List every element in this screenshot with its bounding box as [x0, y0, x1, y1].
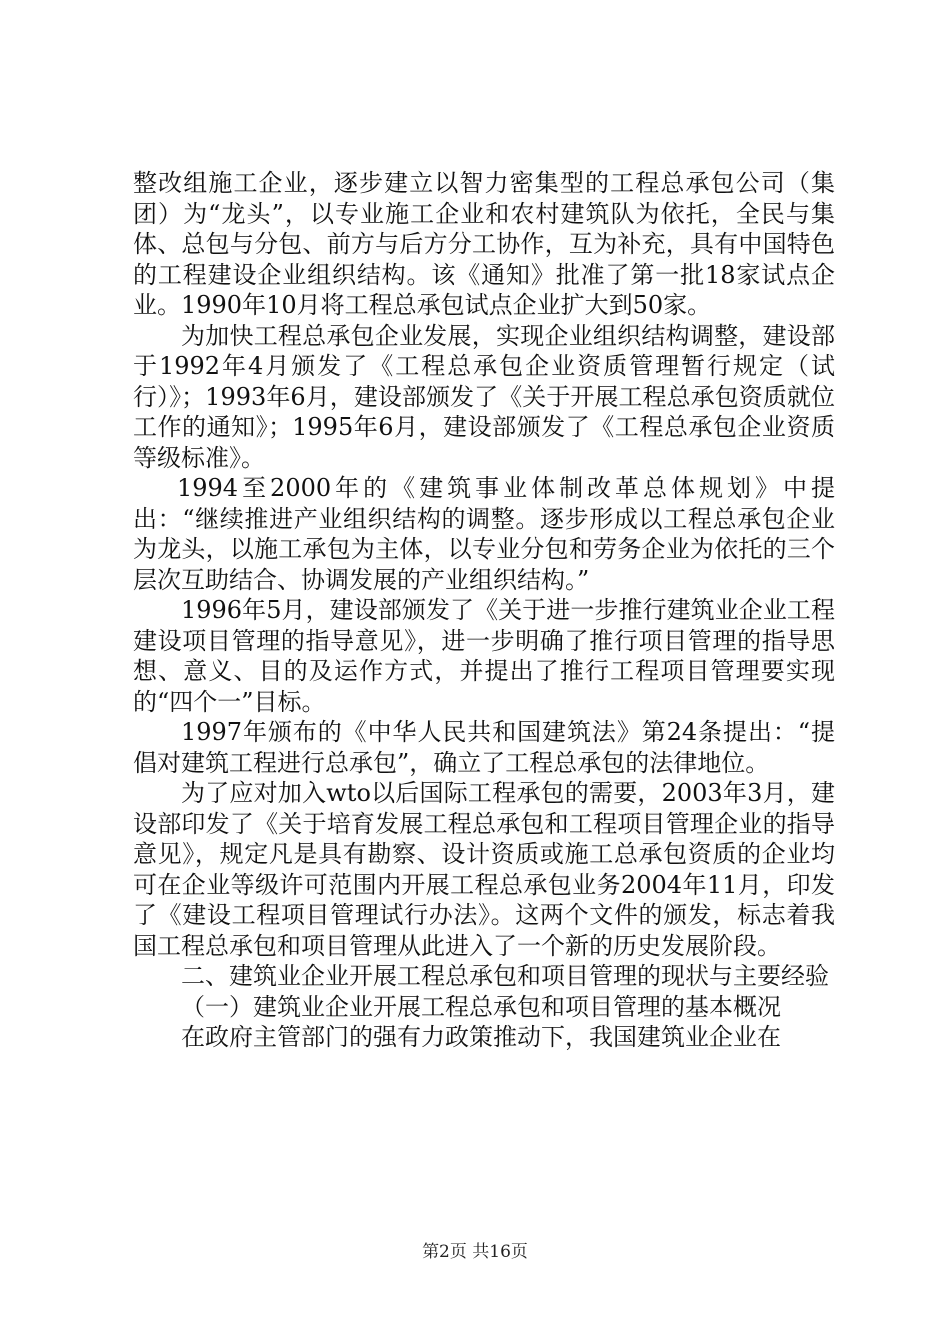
subsection-heading: （一）建筑业企业开展工程总承包和项目管理的基本概况 [181, 992, 781, 1021]
paragraph-current-status: 在政府主管部门的强有力政策推动下，我国建筑业企业在 [181, 1023, 781, 1051]
paragraph-project-management-guidance: 1996年5月，建设部颁发了《关于进一步推行建筑业企业工程建设项目管理的指导意见》，进一步明确了推行项目管理的指导思想、意义、目的及运作方式，并提出了推行工程项目管理要实现的“四个一”目标。 [133, 596, 835, 716]
section-heading: 二、建筑业企业开展工程总承包和项目管理的现状与主要经验 [181, 962, 829, 990]
paragraph-continuation: 整改组施工企业，逐步建立以智力密集型的工程总承包公司（集团）为“龙头”，以专业施工企业和农村建筑队为依托，全民与集体、总包与分包、前方与后方分工协作，互为补充，具有中国特色的工程建设企业组织结构。该《通知》批准了第一批18家试点企业。1990年10月将工程总承包试点企业扩大到50家。 [133, 169, 835, 319]
page-number-footer: 第2页 共16页 [422, 1242, 528, 1262]
paragraph-qualification-rules: 为加快工程总承包企业发展，实现企业组织结构调整，建设部于1992年4月颁发了《工程总承包企业资质管理暂行规定（试行）》；1993年6月，建设部颁发了《关于开展工程总承包资质就位工作的通知》；1995年6月，建设部颁发了《工程总承包企业资质等级标准》。 [133, 321, 835, 472]
paragraph-construction-law: 1997年颁布的《中华人民共和国建筑法》第24条提出：“提倡对建筑工程进行总承包”，确立了工程总承包的法律地位。 [133, 718, 835, 777]
paragraph-reform-plan: 1994至2000年的《建筑事业体制改革总体规划》中提出：“继续推进产业组织结构的调整。逐步形成以工程总承包企业为龙头，以施工承包为主体，以专业分包和劳务企业为依托的三个层次互助结合、协调发展的产业组织结构。” [133, 474, 835, 594]
paragraph-wto-guidance: 为了应对加入wto以后国际工程承包的需要，2003年3月，建设部印发了《关于培育发展工程总承包和工程项目管理企业的指导意见》，规定凡是具有勘察、设计资质或施工总承包资质的企业均可在企业等级许可范围内开展工程总承包业务2004年11月，印发了《建设工程项目管理试行办法》。这两个文件的颁发，标志着我国工程总承包和项目管理从此进入了一个新的历史发展阶段。 [133, 779, 835, 960]
document-body [133, 168, 835, 1053]
